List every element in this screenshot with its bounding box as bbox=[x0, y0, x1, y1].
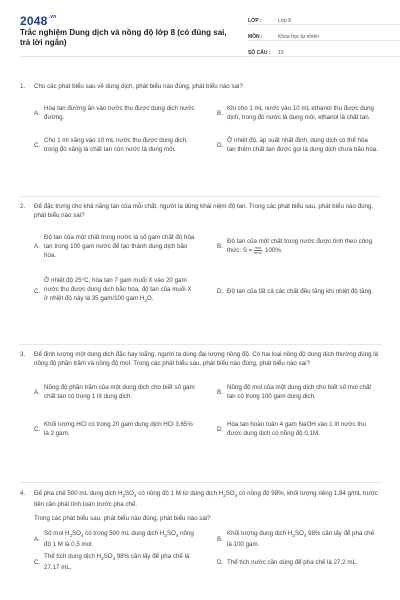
fraction-denominator: mnc bbox=[254, 249, 262, 255]
question-4 bbox=[20, 489, 382, 572]
option-letter: B. bbox=[217, 535, 223, 543]
question-prompt: Cho các phát biểu sau về dung dịch, phát biểu nào đúng, phát biểu nào sai? bbox=[34, 83, 243, 90]
option-d[interactable] bbox=[217, 552, 382, 572]
formula-after: . 100%. bbox=[261, 247, 283, 255]
question-number: 4. bbox=[20, 490, 26, 497]
prompt-part: có nồng độ 1 M từ dung dịch H bbox=[136, 490, 224, 497]
subscript: 2 bbox=[292, 533, 295, 539]
subscript: 4 bbox=[175, 533, 179, 539]
option-text-part: nồng độ 1 M là 0,5 mol. bbox=[44, 530, 194, 549]
option-text: Hòa tan đường ăn vào nước thu được dung dịch nước đường. bbox=[44, 105, 195, 121]
option-text-part: 98% cần lấy để pha chế là 100 gam. bbox=[227, 530, 375, 549]
option-text-part: Số mol H bbox=[44, 530, 70, 538]
option-a[interactable] bbox=[34, 226, 199, 266]
option-letter: A. bbox=[34, 242, 40, 250]
subscript: 4 bbox=[234, 493, 238, 499]
formula-text: Độ tan của một chất trong nước được tính theo công thức: S = bbox=[227, 237, 373, 255]
subscript: 2 bbox=[101, 556, 104, 562]
prompt-part: SO bbox=[225, 490, 235, 497]
subscript: 2 bbox=[164, 533, 167, 539]
logo-main: 2048 bbox=[20, 14, 48, 28]
fraction-numerator: mct bbox=[254, 244, 262, 250]
question-1 bbox=[20, 82, 382, 161]
option-text-part: 98% cần lấy để pha chế là 27,17 mL. bbox=[44, 553, 190, 572]
question-prompt bbox=[34, 489, 382, 509]
option-letter: D. bbox=[217, 141, 224, 149]
option-text: Khối lượng HCl có trong 20 gam dung dịch HCl 3,65% là 2 gam. bbox=[44, 421, 193, 437]
question-divider bbox=[20, 482, 382, 483]
meta-value: 10 bbox=[278, 50, 284, 56]
subscript: 4 bbox=[80, 533, 84, 539]
option-text-part: SO bbox=[103, 553, 113, 561]
option-text bbox=[227, 237, 382, 255]
option-text bbox=[227, 529, 382, 549]
question-number: 2. bbox=[20, 203, 26, 210]
meta-info bbox=[248, 12, 400, 60]
meta-row-subject bbox=[248, 28, 400, 41]
prompt-part: Để pha chế 500 mL dung dịch H bbox=[34, 490, 123, 497]
option-text: Thể tích nước cần dùng để pha chế là 27,2 mL. bbox=[227, 558, 358, 566]
subscript: 2 bbox=[223, 493, 226, 499]
question-prompt: Để đặc trưng cho khả năng tan của mỗi chất, người ta dùng khái niệm độ tan. Trong các phát biểu sau, phát biểu nào đúng, phát biểu nào sai? bbox=[34, 203, 374, 219]
option-c[interactable] bbox=[34, 129, 199, 161]
option-text-part: Khối lượng dung dịch H bbox=[227, 530, 293, 538]
option-letter: C. bbox=[34, 425, 41, 433]
option-letter: A. bbox=[34, 388, 40, 396]
question-2 bbox=[20, 202, 382, 316]
meta-value: Khoa học tự nhiên bbox=[278, 34, 319, 40]
option-text: Hòa tan hoàn toàn 4 gam NaOH vào 1 lít nước thu được dung dịch có nồng độ 0,1M. bbox=[227, 421, 366, 437]
option-c[interactable] bbox=[34, 266, 199, 316]
option-c[interactable] bbox=[34, 552, 199, 572]
option-d[interactable] bbox=[217, 266, 382, 316]
option-b[interactable] bbox=[217, 526, 382, 552]
meta-label: MÔN : bbox=[248, 34, 263, 40]
option-letter: C. bbox=[34, 287, 41, 295]
question-number: 1. bbox=[20, 83, 26, 90]
option-d[interactable] bbox=[217, 129, 382, 161]
option-letter: D. bbox=[217, 287, 224, 295]
meta-value: Lớp 8 bbox=[278, 18, 292, 24]
option-b[interactable] bbox=[217, 226, 382, 266]
option-text-part: SO bbox=[166, 530, 176, 538]
option-text: Nồng độ phần trăm của một dung dịch cho biết số gam chất tan có trong 1 lít dung dịch. bbox=[44, 384, 195, 400]
option-text bbox=[44, 529, 199, 549]
option-a[interactable] bbox=[34, 526, 199, 552]
option-text bbox=[44, 552, 199, 572]
meta-row-count bbox=[248, 44, 400, 57]
subscript: 4 bbox=[112, 556, 116, 562]
question-prompt: Để định lượng một dung dịch đặc hay loãng, người ta dùng đại lượng nồng độ. Có hai loại nồng độ dung dịch thường dùng là nồng độ phần trăm và nồng độ mol. Trong các phát biểu sau, phát biểu nào đúng, phát biểu nào sai? bbox=[34, 351, 379, 367]
option-a[interactable] bbox=[34, 97, 199, 129]
option-text-part: Ở nhiệt độ 25°C, hòa tan 7 gam muối X vào 20 gam nước thu được dung dịch bão hòa, độ tan của muối X ở nhiệt độ này là 35 gam/100 gam H bbox=[44, 277, 192, 303]
option-letter: D. bbox=[217, 425, 224, 433]
option-letter: D. bbox=[217, 558, 224, 566]
option-letter: C. bbox=[34, 558, 41, 566]
option-text bbox=[44, 276, 199, 305]
option-d[interactable] bbox=[217, 410, 382, 448]
subscript: 4 bbox=[303, 533, 307, 539]
option-c[interactable] bbox=[34, 410, 199, 448]
option-letter: A. bbox=[34, 535, 40, 543]
option-text-part: Thể tích dung dịch H bbox=[44, 553, 102, 561]
question-divider bbox=[20, 344, 382, 345]
question-number: 3. bbox=[20, 351, 26, 358]
option-text: Ở nhiệt độ, áp suất nhất định, dung dịch có thể hòa tan thêm chất tan được gọi là dung dịch chưa bão hòa. bbox=[227, 137, 378, 153]
subscript: 2 bbox=[69, 533, 72, 539]
option-text: Độ tan của tất cả các chất đều tăng khi nhiệt độ tăng. bbox=[227, 287, 374, 295]
option-text-part: có trong 500 mL dung dịch H bbox=[83, 530, 165, 538]
prompt-part: có nồng độ 98%, khối lượng riêng 1,84 g/mL trước tiên cần phải tính toán trước pha chế. bbox=[34, 490, 378, 509]
option-b[interactable] bbox=[217, 97, 382, 129]
question-divider bbox=[20, 196, 382, 197]
option-letter: A. bbox=[34, 109, 40, 117]
option-letter: B. bbox=[217, 388, 223, 396]
option-text-part: SO bbox=[294, 530, 304, 538]
logo-suffix: .vn bbox=[48, 14, 57, 20]
option-text: Độ tan của một chất trong nước là số gam chất đó hòa tan trong 100 gam nước để tạo thành dung dịch bão hòa. bbox=[44, 233, 195, 259]
option-text: Cho 1 ml xăng vào 10 mL nước thu được dung dịch, trong đó xăng là chất tan còn nước là dung môi. bbox=[44, 137, 188, 153]
option-letter: B. bbox=[217, 109, 223, 117]
subscript: 2 bbox=[122, 493, 126, 499]
subscript: 4 bbox=[134, 493, 137, 499]
option-text-part: SO bbox=[71, 530, 81, 538]
formula-fraction bbox=[254, 246, 262, 255]
option-b[interactable] bbox=[217, 374, 382, 410]
option-letter: C. bbox=[34, 141, 41, 149]
document-title: Trắc nghiệm Dung dịch và nồng độ lớp 8 (có đúng sai, trả lời ngắn) bbox=[20, 28, 227, 47]
site-logo[interactable] bbox=[20, 14, 56, 28]
meta-row-class bbox=[248, 12, 400, 25]
option-letter: B. bbox=[217, 242, 223, 250]
meta-label: SỐ CÂU : bbox=[248, 50, 271, 56]
worksheet-header bbox=[20, 0, 382, 57]
option-text: Nồng độ mol của một dung dịch cho biết số mol chất tan có trong 100 gam dung dịch. bbox=[227, 384, 372, 400]
option-text-part: O. bbox=[146, 295, 154, 303]
meta-label: LỚP : bbox=[248, 18, 262, 24]
question-3 bbox=[20, 350, 382, 448]
option-a[interactable] bbox=[34, 374, 199, 410]
question-prompt-2: Trong các phát biểu sau, phát biểu nào đúng, phát biểu nào sai? bbox=[34, 515, 211, 523]
subscript: 2 bbox=[144, 298, 147, 304]
prompt-part: SO bbox=[125, 490, 134, 497]
option-text: Khi cho 1 mL nước vào 10 mL ethanol thu được dung dịch, trong đó nước là dung môi, ethanol là chất tan. bbox=[227, 105, 374, 121]
